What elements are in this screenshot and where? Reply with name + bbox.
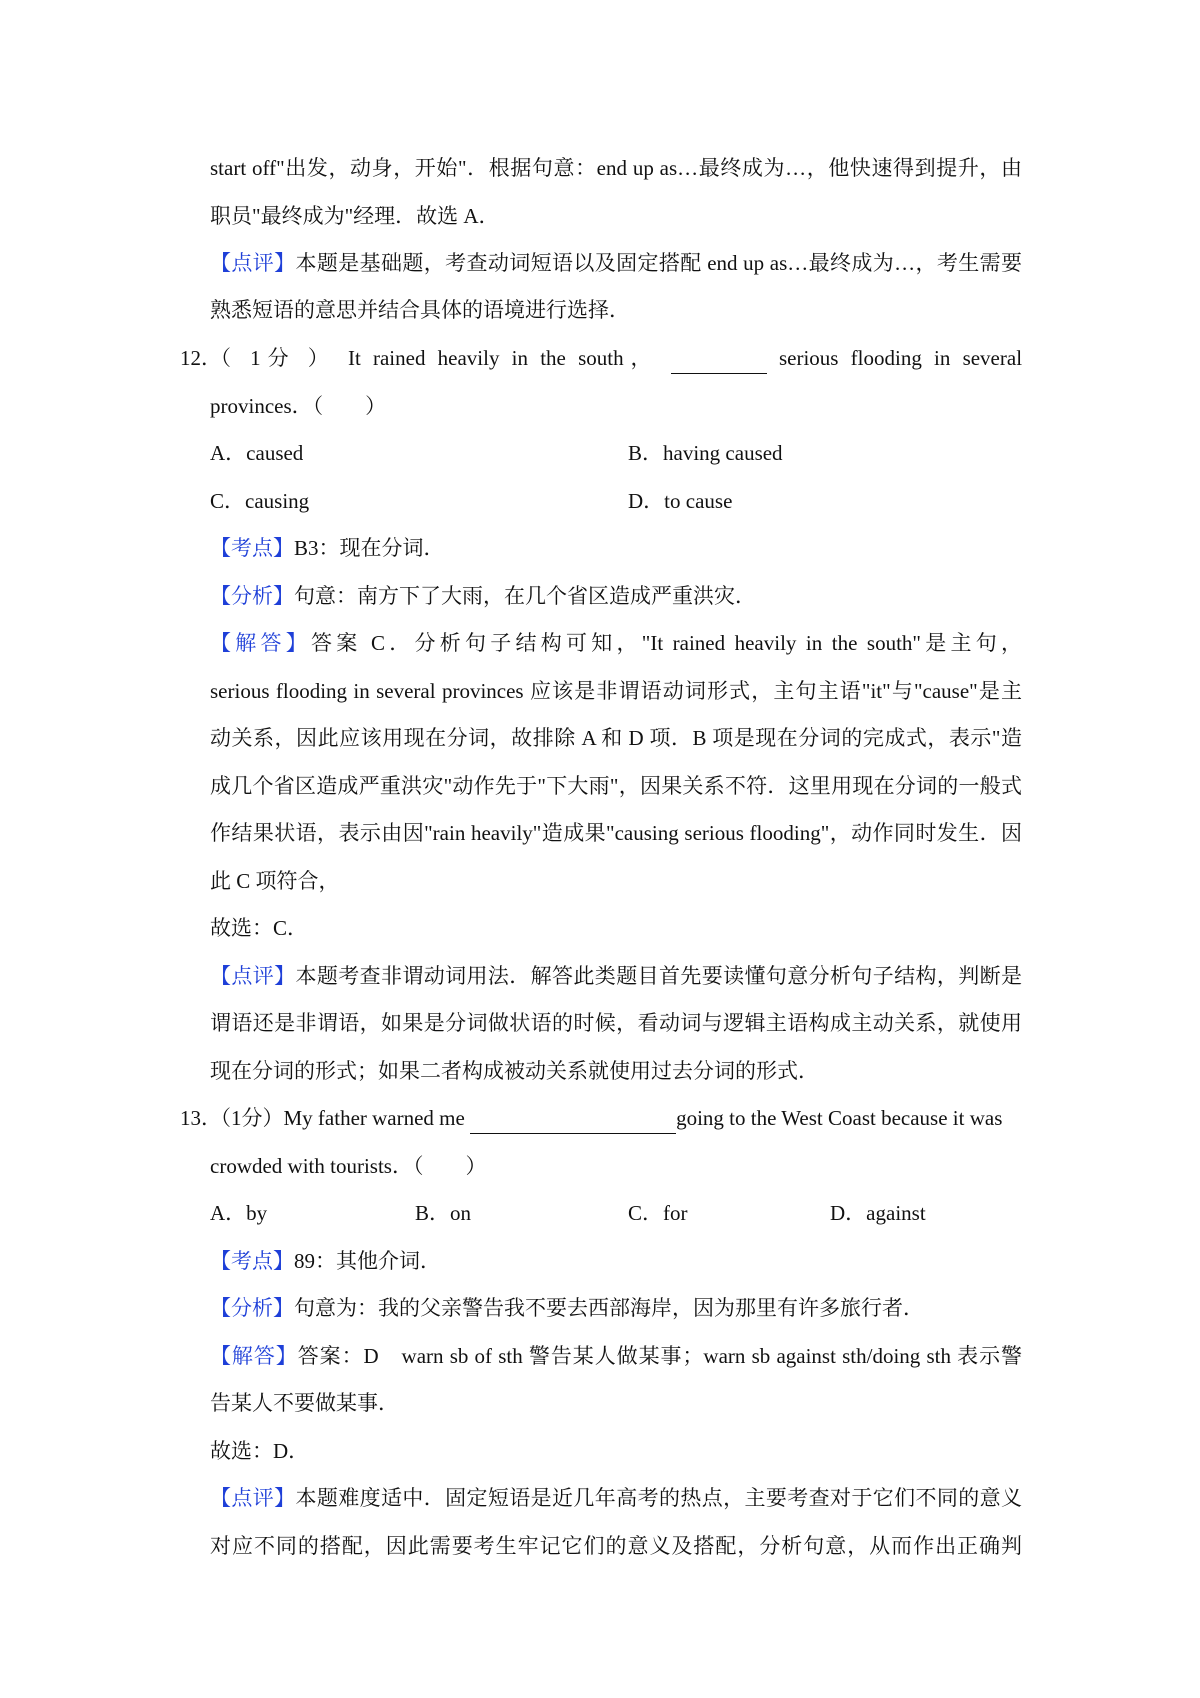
q12-dianping-line-1 [210, 961, 1022, 991]
q12-blank [671, 343, 767, 374]
option-key: D． [830, 1201, 867, 1225]
q12-jieda-line-1 [210, 628, 1022, 658]
jieda-text: 答案：D warn sb of sth 警告某人做某事；warn sb against sth/doing sth 表示警 [297, 1344, 1023, 1368]
q12-stem-part-2: serious flooding in several [778, 346, 1023, 370]
option-text: for [663, 1201, 688, 1225]
q12-dianping-line-3: 现在分词的形式；如果二者构成被动关系就使用过去分词的形式． [210, 1059, 819, 1083]
q13-dianping-line-1 [210, 1483, 1022, 1513]
prev-comment-line-1 [210, 248, 1022, 278]
q12-option-b [628, 438, 783, 468]
fenxi-text: 句意为：我的父亲警告我不要去西部海岸，因为那里有许多旅行者． [294, 1296, 924, 1320]
kaodian-text: 89：其他介词． [294, 1249, 441, 1273]
prev-answer-line-1: start off"出发，动身，开始"．根据句意：end up as…最终成为…，他快速得到提升，由 [210, 156, 1022, 180]
q13-jieda-line-2: 告某人不要做某事． [210, 1391, 399, 1415]
q13-option-b [415, 1198, 471, 1228]
q12-stem-part-1: （ 1分 ） It rained heavily in the south， [210, 346, 659, 370]
q13-blank [470, 1103, 676, 1134]
jieda-tag: 【解答】 [210, 631, 311, 655]
option-text: to cause [664, 489, 733, 513]
option-text: against [866, 1201, 926, 1225]
kaodian-text: B3：现在分词． [294, 536, 445, 560]
fenxi-text: 句意：南方下了大雨，在几个省区造成严重洪灾． [294, 584, 756, 608]
kaodian-tag: 【考点】 [210, 1249, 294, 1273]
question-number-12: 12． [180, 346, 222, 370]
q13-stem-line-1 [210, 1103, 1040, 1134]
q13-dianping-line-2: 对应不同的搭配，因此需要考生牢记它们的意义及搭配，分析句意，从而作出正确判 [210, 1534, 1022, 1558]
q13-fenxi [210, 1293, 1022, 1323]
q12-jieda-line-2: serious flooding in several provinces 应该是非谓语动词形式，主句主语"it"与"cause"是主 [210, 679, 1022, 703]
prev-comment-line-2: 熟悉短语的意思并结合具体的语境进行选择． [210, 298, 630, 322]
option-key: A． [210, 1201, 247, 1225]
option-text: caused [246, 441, 304, 465]
comment-text: 本题是基础题，考查动词短语以及固定搭配 end up as…最终成为…，考生需要 [295, 251, 1023, 275]
q13-stem-part-1: （1分）My father warned me [210, 1106, 465, 1130]
dianping-tag: 【点评】 [210, 1486, 296, 1510]
q12-stem-line-2: provinces．（ ） [210, 394, 387, 418]
comment-tag: 【点评】 [210, 251, 296, 275]
jieda-text: 答案 C．分析句子结构可知，"It rained heavily in the south"是主句， [311, 631, 1022, 655]
dianping-tag: 【点评】 [210, 964, 296, 988]
option-key: A． [210, 441, 247, 465]
option-text: having caused [663, 441, 783, 465]
q13-option-c [628, 1198, 688, 1228]
q13-jieda-line-1 [210, 1341, 1022, 1371]
q12-dianping-line-2: 谓语还是非谓语，如果是分词做状语的时候，看动词与逻辑主语构成主动关系，就使用 [210, 1011, 1022, 1035]
fenxi-tag: 【分析】 [210, 1296, 294, 1320]
q12-option-a [210, 438, 303, 468]
q12-jieda-line-5: 作结果状语，表示由因"rain heavily"造成果"causing serious flooding"，动作同时发生．因 [210, 821, 1022, 845]
option-text: causing [245, 489, 310, 513]
option-key: C． [210, 489, 246, 513]
q12-jieda-line-4: 成几个省区造成严重洪灾"动作先于"下大雨"，因果关系不符．这里用现在分词的一般式 [210, 774, 1022, 798]
option-key: D． [628, 489, 665, 513]
option-text: on [450, 1201, 472, 1225]
prev-answer-line-2: 职员"最终成为"经理．故选 A． [210, 204, 500, 228]
q13-kaodian [210, 1246, 1022, 1276]
q13-stem-line-2: crowded with tourists．（ ） [210, 1154, 487, 1178]
kaodian-tag: 【考点】 [210, 536, 294, 560]
q12-jieda-line-6: 此 C 项符合， [210, 869, 340, 893]
q12-fenxi [210, 581, 1022, 611]
q13-stem-part-2: going to the West Coast because it was [676, 1106, 1003, 1130]
option-key: B． [415, 1201, 451, 1225]
option-text: by [246, 1201, 268, 1225]
option-key: B． [628, 441, 664, 465]
q12-option-d [628, 486, 732, 516]
dianping-text: 本题考查非谓动词用法．解答此类题目首先要读懂句意分析句子结构，判断是 [295, 964, 1022, 988]
q12-jieda-line-3: 动关系，因此应该用现在分词，故排除 A 和 D 项．B 项是现在分词的完成式，表示"造 [210, 726, 1022, 750]
q13-guxuan: 故选：D． [210, 1439, 310, 1463]
q12-option-c [210, 486, 309, 516]
dianping-text: 本题难度适中．固定短语是近几年高考的热点，主要考查对于它们不同的意义 [295, 1486, 1022, 1510]
q13-option-a [210, 1198, 267, 1228]
q12-stem-line-1 [210, 343, 1022, 374]
q13-option-d [830, 1198, 926, 1228]
q12-guxuan: 故选：C． [210, 916, 309, 940]
option-key: C． [628, 1201, 664, 1225]
question-number-13: 13． [180, 1106, 222, 1130]
q12-kaodian [210, 533, 1022, 563]
fenxi-tag: 【分析】 [210, 584, 294, 608]
jieda-tag: 【解答】 [210, 1344, 298, 1368]
